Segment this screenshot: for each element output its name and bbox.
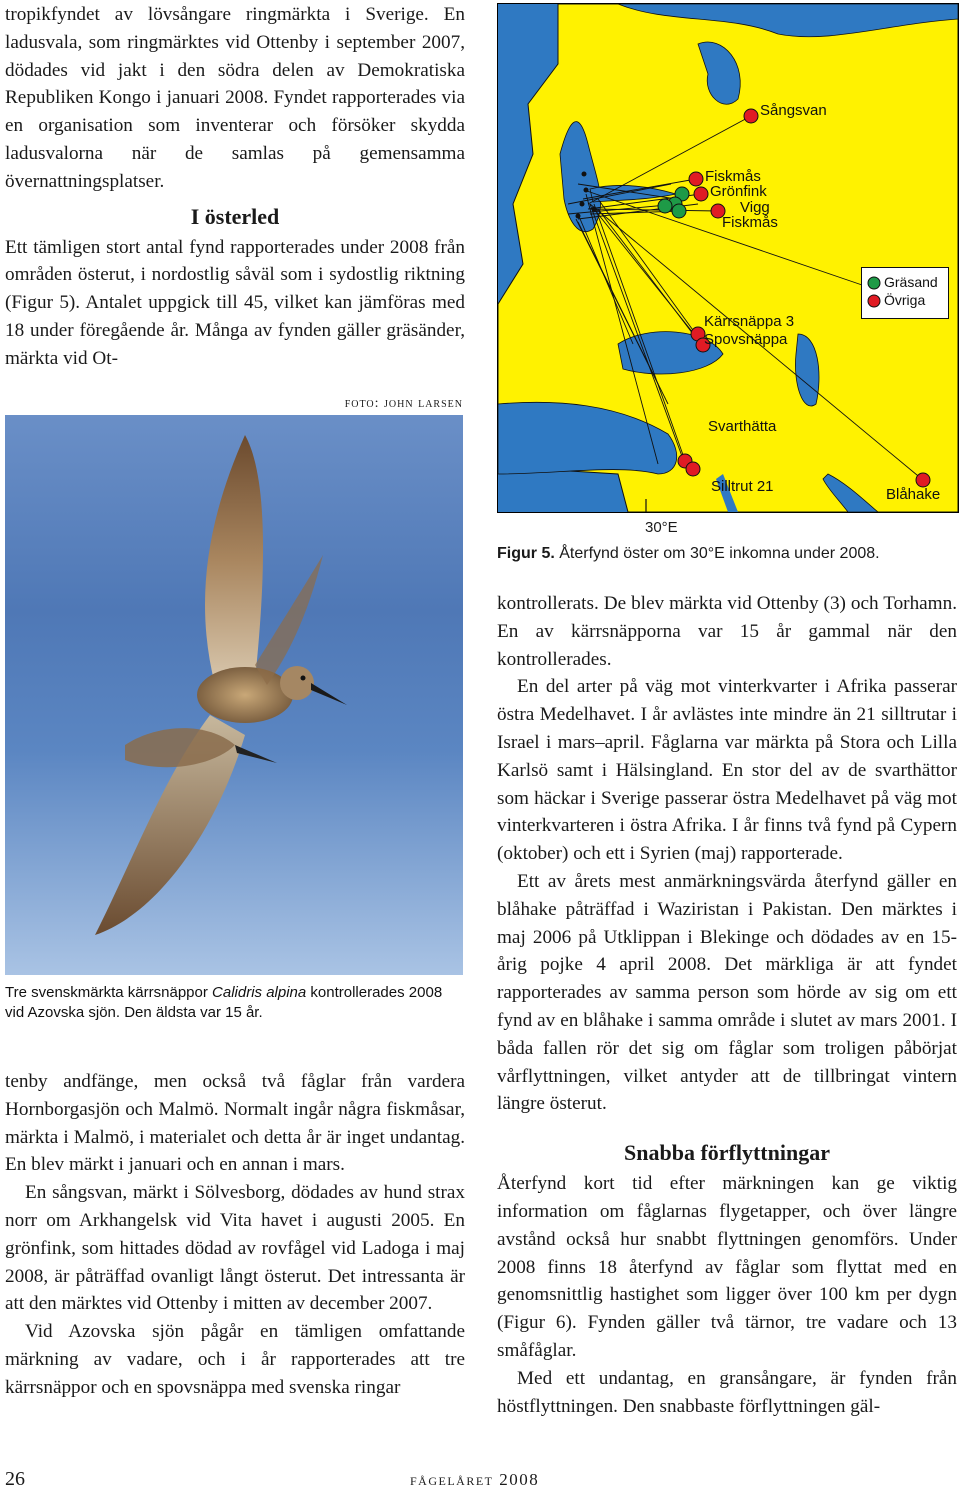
map-legend	[861, 267, 949, 319]
page-number: 26	[5, 1468, 25, 1490]
paragraph-ladusvala: tropikfyndet av lövsångare ringmärkta i Sverige. En ladusvala, som ringmärktes vid Ottenby i september 2007, dödades vid jakt i den södra delen av Demokratiska Republiken Kongo i januari 2008. Fyndet rapporterades via en organisation som inventerar och försöker skydda ladusvalorna när de samlas på gemensamma övernattningsplatser.	[5, 4, 465, 192]
photo-caption	[5, 983, 463, 1023]
map-label-blahake: Blåhake	[886, 486, 941, 503]
journal-name: fågelåret 2008	[410, 1470, 540, 1489]
map-graphic	[498, 4, 958, 512]
left-column-top	[5, 0, 465, 373]
paragraph-kontrollerats: kontrollerats. De blev märkta vid Ottenby (3) och Torhamn. En av kärrsnäpporna var 15 år gammal när den kontrollerades.	[497, 593, 957, 670]
figure-caption-text: Återfynd öster om 30°E inkomna under 2008.	[554, 545, 880, 562]
paragraph-sangsvan: En sångsvan, märkt i Sölvesborg, dödades av hund strax norr om Arkhangelsk vid Vita havet i augusti 2005. En grönfink, som hittades dödad av rovfågel vid Ladoga i maj 2008, är påträffad ovanligt långt österut. Det intressanta är att den märktes vid Ottenby i mitten av december 2007.	[5, 1182, 465, 1315]
left-column-bottom	[5, 1068, 465, 1402]
paragraph-fiskmasar: tenby andfänge, men också två fåglar från vardera Hornborgasjön och Malmö. Normalt ingår några fiskmåsar, märkta i Malmö, i materialet och detta år är inget undantag. En blev märkt i januari och en annan i mars.	[5, 1071, 465, 1176]
map-label-spovsnappa: Spovsnäppa	[704, 331, 788, 348]
map-label-vigg: Vigg	[740, 199, 770, 216]
right-column	[497, 590, 957, 1420]
map-label-karrsnappa: Kärrsnäppa 3	[704, 313, 795, 330]
figure-caption	[497, 545, 880, 563]
caption-text-start: Tre svenskmärkta kärrsnäppor	[5, 984, 213, 1001]
map-label-sangsvan: Sångsvan	[760, 102, 827, 119]
recovery-map	[497, 3, 959, 513]
section-heading-snabba: Snabba förflyttningar	[624, 1140, 830, 1166]
caption-species: Calidris alpina	[212, 984, 307, 1001]
paragraph-medelhavet: En del arter på väg mot vinterkvarter i Afrika passerar östra Medelhavet. I år avlästes inte mindre än 21 silltrutar i Israel i mars–april. Fåglarna var märkta på Stora och Lilla Karlsö samt i Hälsingland. En stor del av de svarthättor som häckar i Sverige passerar östra Medelhavet på väg mot vinterkvarteren i östra Afrika. I år finns två fynd på Cypern (oktober) och ett i Syrien (maj) rapporterade.	[497, 676, 957, 865]
paragraph-blahake: Ett av årets mest anmärkningsvärda återfynd gäller en blåhake påträffad i Waziristan i Pakistan. Den märktes i maj 2006 på Utklippan i Blekinge och dödades av en 15-årig pojke 4 april 2008. Det märkliga är att fyndet rapporterades av samma person som hörde av sig om ett fynd av en blåhake i samma område i slutet av mars 2001. I båda fallen rör det sig om fåglar som troligen påbörjat vårflyttningen, vilket antyder att de tillbringat vintern längre österut.	[497, 870, 957, 1115]
paragraph-osterled: Ett tämligen stort antal fynd rapporterades under 2008 från områden österut, i nordostlig såväl som i sydostlig riktning (Figur 5). Antalet uppgick till 45, vilket kan jämföras med 18 under föregående år. Många av fynden gäller gräsänder, märkta vid Ot-	[5, 236, 465, 369]
map-label-fiskmas-1: Fiskmås	[705, 168, 761, 185]
longitude-label: 30°E	[645, 519, 678, 536]
legend-marker-green	[868, 277, 880, 289]
legend-marker-red	[868, 295, 880, 307]
caption-text-end: kontrollerades 2008 vid Azovska sjön. Den äldsta var 15 år.	[5, 984, 443, 1021]
dunlin-photo	[5, 415, 463, 975]
paragraph-gransangare: Med ett undantag, en gransångare, är fynden från höstflyttningen. Den snabbaste förflyttningen gäl-	[497, 1367, 957, 1417]
figure-label: Figur 5.	[497, 545, 555, 562]
dunlin-illustration	[5, 415, 463, 975]
section-heading-osterled: I österled	[190, 203, 280, 229]
map-label-gronfink: Grönfink	[710, 183, 767, 200]
map-label-svarthatta: Svarthätta	[708, 418, 777, 435]
paragraph-snabba: Återfynd kort tid efter märkningen kan ge viktig information om fåglarnas flygetapper, och över längre avstånd också hur snabbt flyttningen genomförs. Under 2008 finns 18 återfynd av fåglar som flyttat med en genomsnittlig hastighet som ligger över 100 km per dygn (Figur 6). Fynden gäller två tärnor, tre vadare och 13 småfåglar.	[497, 1173, 957, 1361]
map-label-silltrut: Silltrut 21	[711, 478, 774, 495]
map-label-fiskmas-2: Fiskmås	[722, 214, 778, 231]
legend-ovriga: Övriga	[884, 292, 926, 308]
legend-grasand: Gräsand	[884, 274, 938, 290]
paragraph-azovska: Vid Azovska sjön pågår en tämligen omfattande märkning av vadare, och i år rapporterades att tre kärrsnäppor och en spovsnäppa med svenska ringar	[5, 1321, 465, 1398]
photo-credit: foto: john larsen	[344, 396, 463, 411]
